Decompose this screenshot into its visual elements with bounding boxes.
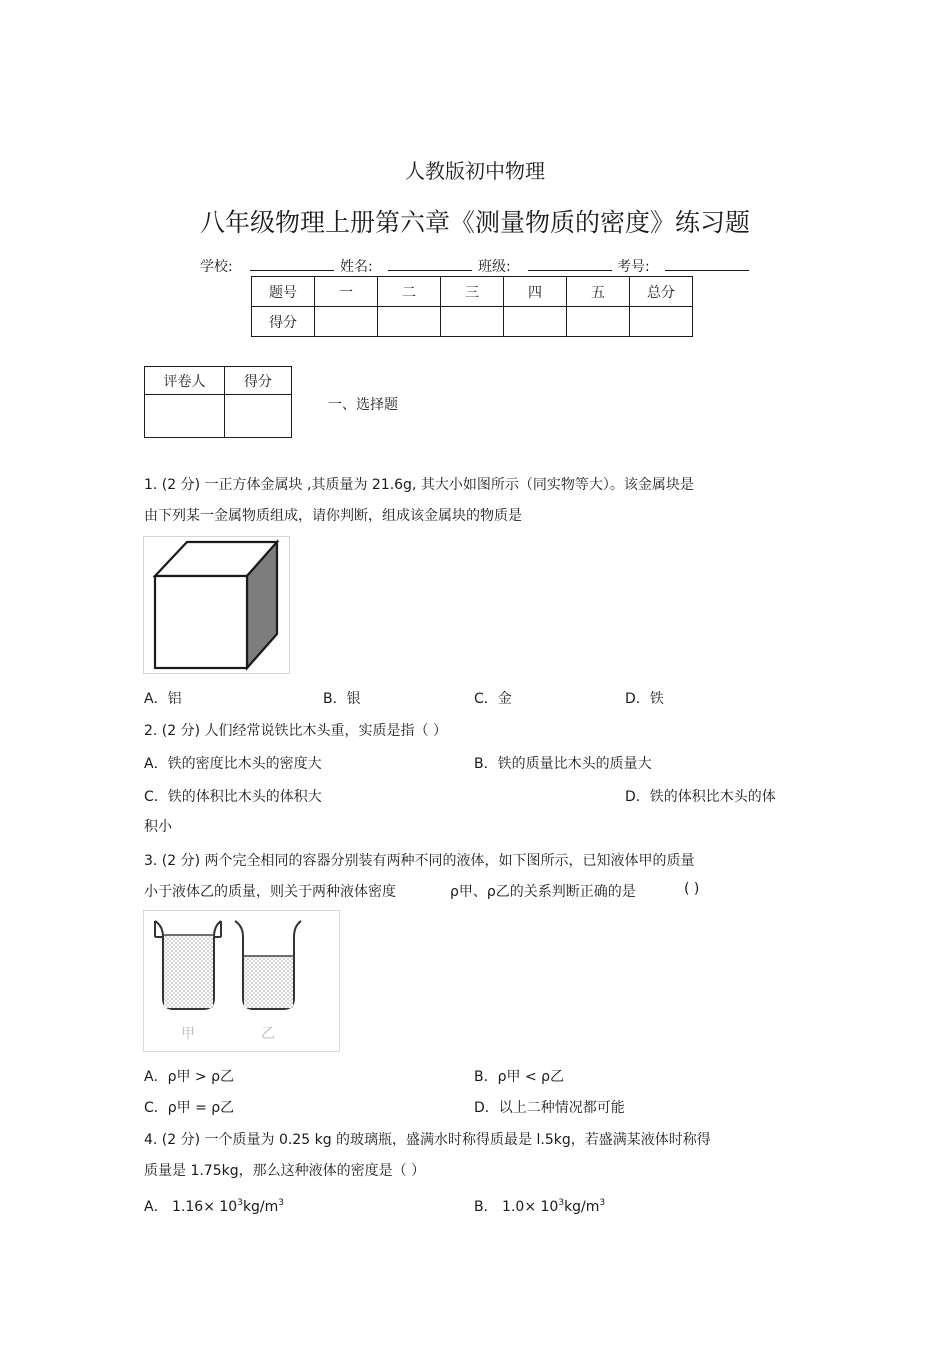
q1-option-d[interactable]: D．铁 <box>625 691 664 707</box>
score-header-cell: 四 <box>504 277 567 307</box>
score-header-cell: 题号 <box>252 277 315 307</box>
beaker-label-yi: 乙 <box>261 1026 275 1042</box>
score-row-label: 得分 <box>252 307 315 337</box>
option-letter: B． <box>474 1069 498 1085</box>
grader-score-header: 得分 <box>225 367 292 395</box>
number-field[interactable] <box>665 270 749 271</box>
school-label: 学校: <box>200 259 233 275</box>
q1-option-c[interactable]: C．金 <box>474 691 512 707</box>
unit-exponent: 3 <box>278 1198 285 1208</box>
cube-figure <box>143 536 290 674</box>
score-header-cell: 二 <box>378 277 441 307</box>
option-value: B． 1.0× 10 <box>474 1199 559 1215</box>
option-unit: kg/m <box>242 1199 279 1215</box>
score-header-cell: 三 <box>441 277 504 307</box>
q3-option-d[interactable]: D．以上二种情况都可能 <box>474 1100 625 1116</box>
option-letter: C． <box>144 1100 168 1116</box>
exponent: 3 <box>237 1198 243 1208</box>
q1-text-cont: 由下列某一金属物质组成，请你判断，组成该金属块的物质是 <box>144 508 522 524</box>
q2-option-d-cont: 积小 <box>144 819 172 835</box>
option-value: A． 1.16× 10 <box>144 1199 238 1215</box>
q3-option-b[interactable] <box>474 1066 564 1086</box>
class-label: 班级: <box>478 259 511 275</box>
q3-text: 3. (2 分) 两个完全相同的容器分别装有两种不同的液体，如下图所示，已知液体甲的质量 <box>144 853 695 869</box>
name-field[interactable] <box>388 270 472 271</box>
number-label: 考号: <box>617 259 650 275</box>
q3-option-a[interactable] <box>144 1066 234 1086</box>
q2-text: 2. (2 分) 人们经常说铁比木头重，实质是指（ ） <box>144 723 447 739</box>
q1-text: 1. (2 分) 一正方体金属块 ,其质量为 21.6g, 其大小如图所示（同实物等大）。该金属块是 <box>144 477 694 493</box>
q2-option-c[interactable]: C．铁的体积比木头的体积大 <box>144 789 322 805</box>
q3-option-c[interactable] <box>144 1097 234 1117</box>
q4-text: 4. (2 分) 一个质量为 0.25 kg 的玻璃瓶，盛满水时称得质最是 l.5kg，若盛满某液体时称得 <box>144 1132 711 1148</box>
score-cell[interactable] <box>378 307 441 337</box>
beakers-figure <box>143 910 340 1052</box>
subtitle: 人教版初中物理 <box>405 159 545 183</box>
beaker-label-jia: 甲 <box>181 1026 195 1042</box>
option-expression: ρ甲 < ρ乙 <box>497 1069 565 1085</box>
school-field[interactable] <box>250 270 334 271</box>
grader-table <box>144 366 292 438</box>
option-letter: A． <box>144 1069 168 1085</box>
q2-option-d[interactable]: D．铁的体积比木头的体 <box>625 789 776 805</box>
score-cell[interactable] <box>567 307 630 337</box>
grader-score-cell[interactable] <box>225 395 292 438</box>
section-heading: 一、选择题 <box>328 397 398 413</box>
q4-option-a[interactable] <box>144 1196 284 1216</box>
q1-option-a[interactable]: A．铝 <box>144 691 182 707</box>
reviewer-cell[interactable] <box>145 395 225 438</box>
q1-option-b[interactable]: B．银 <box>323 691 361 707</box>
option-expression: ρ甲 > ρ乙 <box>167 1069 234 1085</box>
q4-option-b[interactable] <box>474 1196 605 1216</box>
page-title: 八年级物理上册第六章《测量物质的密度》练习题 <box>199 208 750 237</box>
exponent: 3 <box>558 1198 565 1208</box>
q2-option-a[interactable]: A．铁的密度比木头的密度大 <box>144 756 322 772</box>
score-header-cell: 五 <box>567 277 630 307</box>
option-unit: kg/m <box>564 1199 600 1215</box>
q4-text-cont: 质量是 1.75kg，那么这种液体的密度是（ ） <box>144 1163 426 1179</box>
q3-answer-paren: ( ) <box>684 881 700 897</box>
name-label: 姓名: <box>340 259 373 275</box>
score-cell[interactable] <box>441 307 504 337</box>
score-cell[interactable] <box>504 307 567 337</box>
score-cell[interactable] <box>315 307 378 337</box>
q3-rho-relation: ρ甲、ρ乙的关系判断正确的是 <box>450 884 636 900</box>
class-field[interactable] <box>528 270 612 271</box>
score-cell[interactable] <box>630 307 693 337</box>
score-header-cell: 一 <box>315 277 378 307</box>
q2-option-b[interactable]: B．铁的质量比木头的质量大 <box>474 756 652 772</box>
unit-exponent: 3 <box>599 1198 606 1208</box>
option-expression: ρ甲 = ρ乙 <box>167 1100 235 1116</box>
reviewer-header: 评卷人 <box>145 367 225 395</box>
score-table <box>251 276 693 337</box>
q3-text-cont: 小于液体乙的质量，则关于两种液体密度 <box>144 884 396 900</box>
score-header-cell: 总分 <box>630 277 693 307</box>
